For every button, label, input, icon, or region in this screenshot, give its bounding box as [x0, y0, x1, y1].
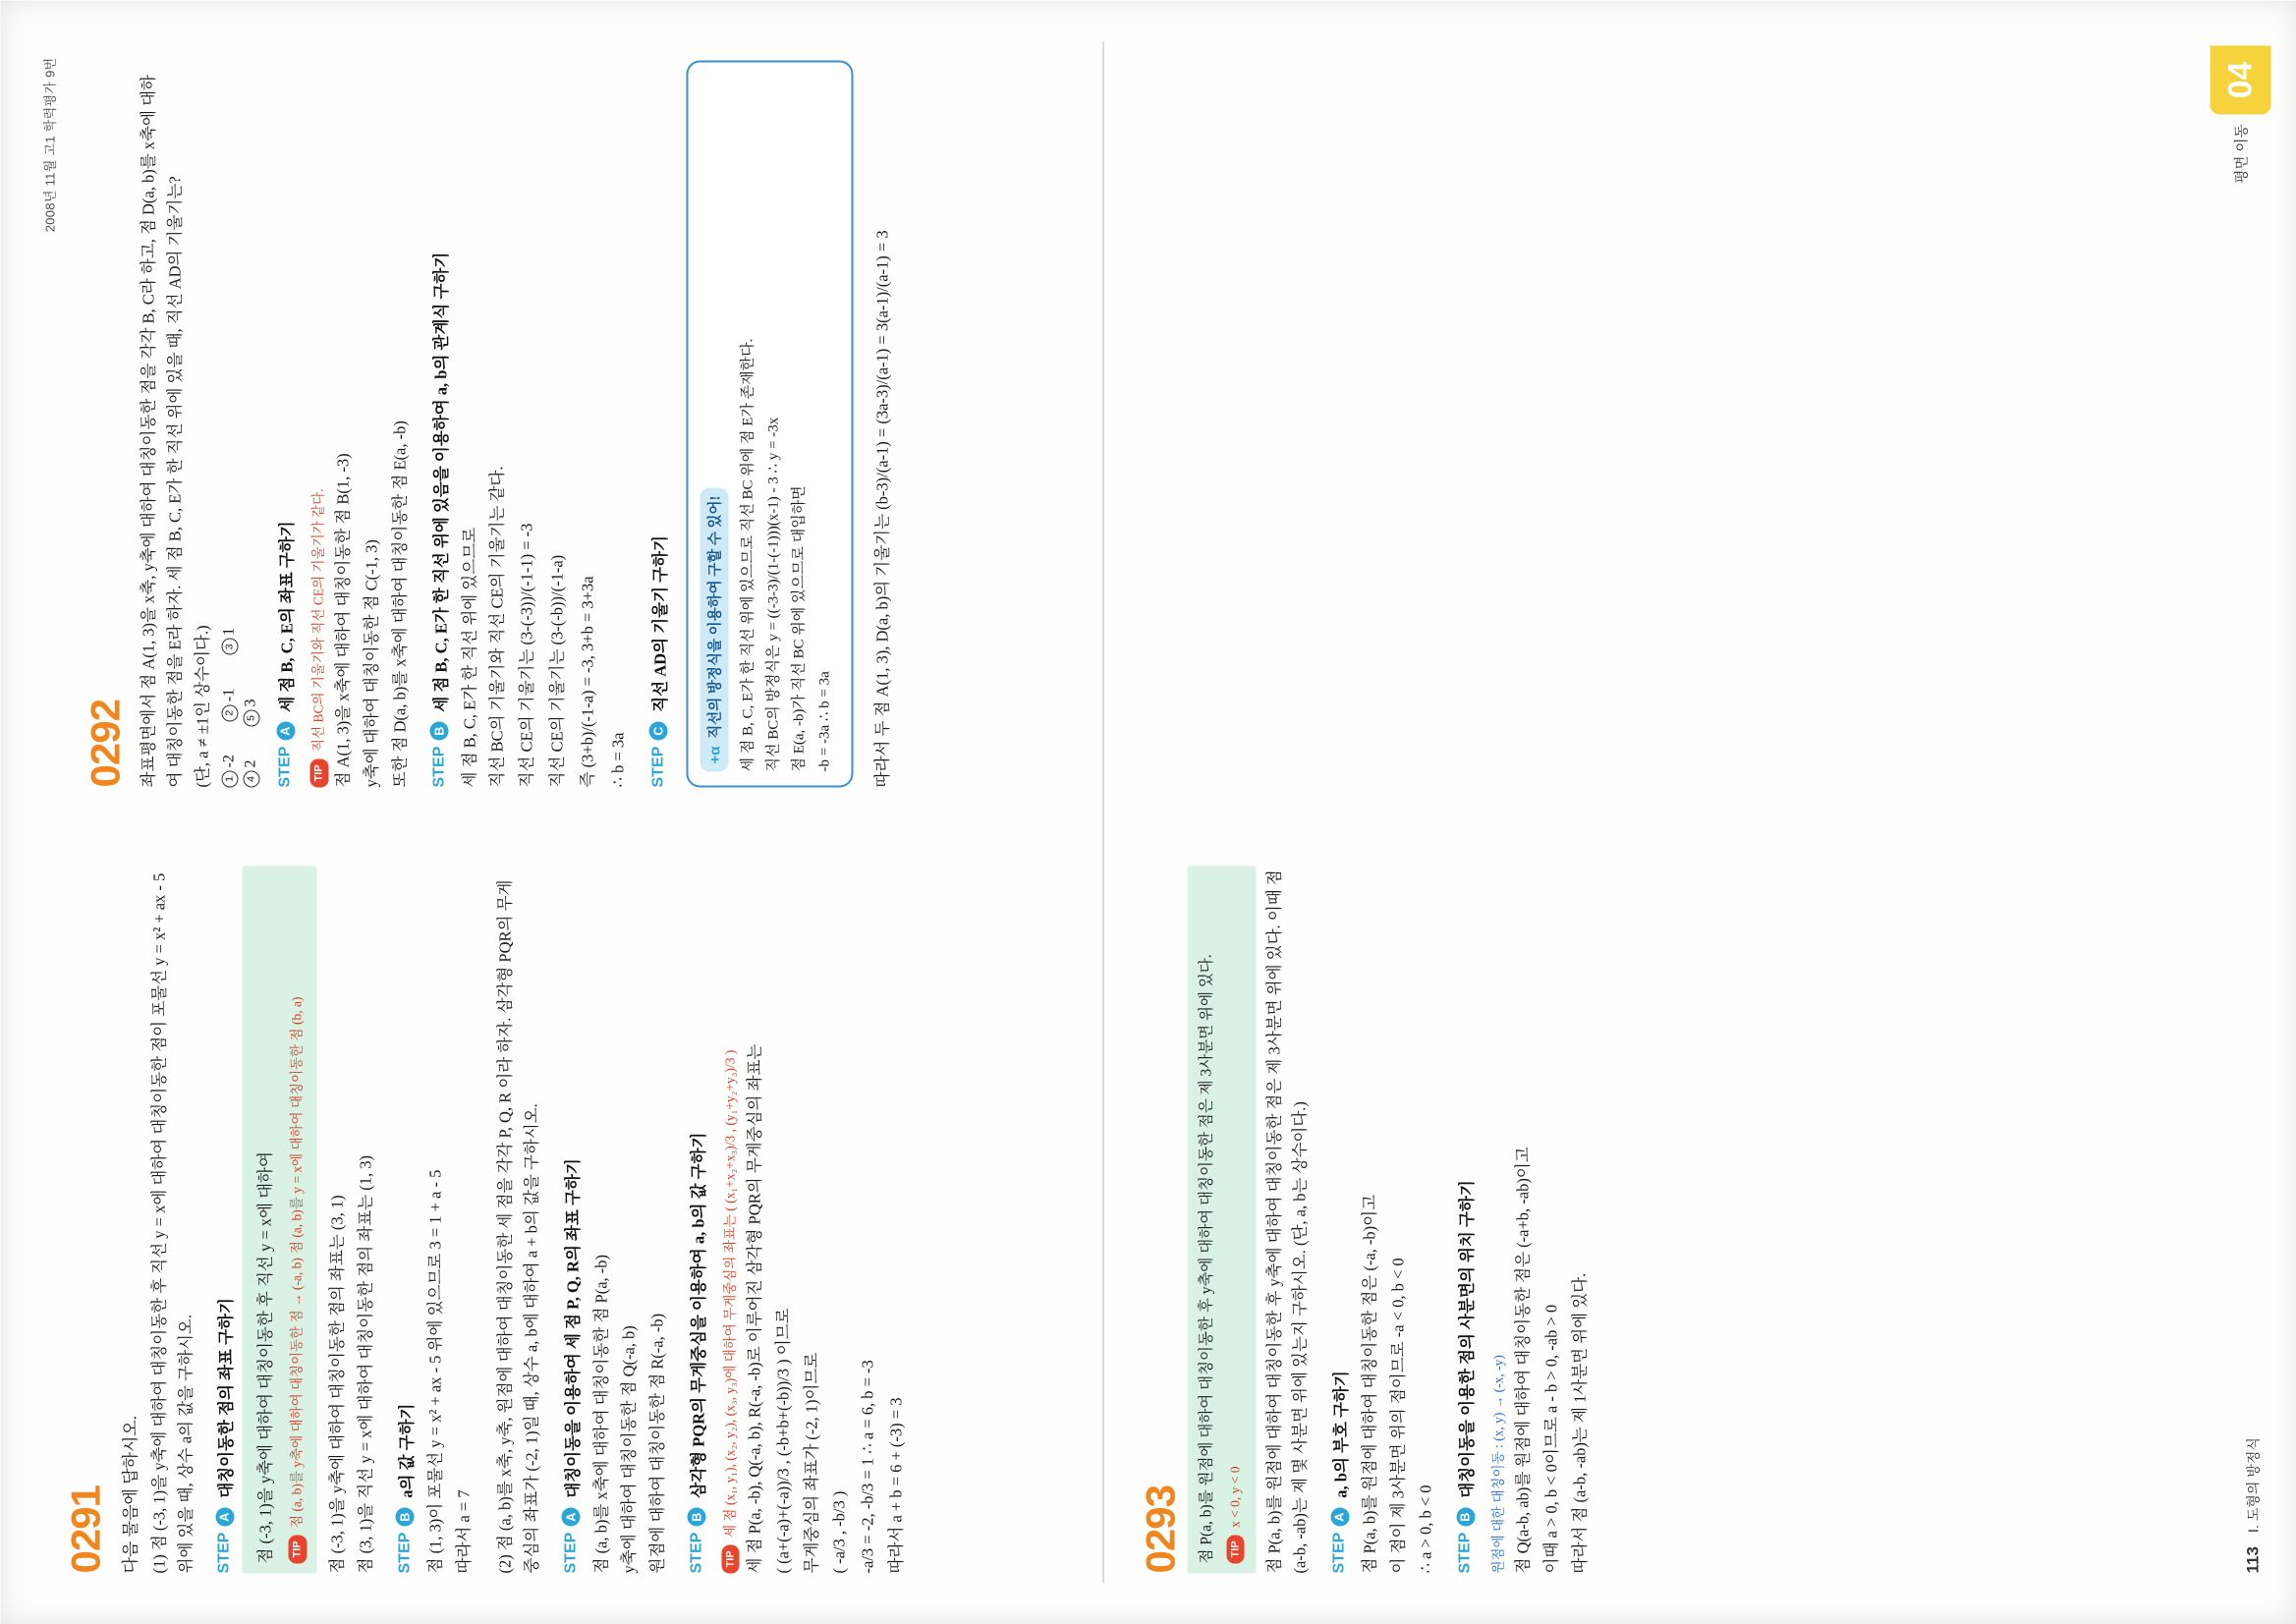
choice-3[interactable]	[220, 627, 238, 654]
step-badge-a: A	[215, 1507, 234, 1526]
step-a-title: 세 점 B, C, E의 좌표 구하기	[277, 520, 297, 712]
step-b-0292	[427, 60, 451, 787]
step-a-body-3: 또한 점 D(a, b)를 x축에 대하여 대칭이동한 점 E(a, -b)	[389, 420, 409, 787]
callout-heading-text: 직선의 방정식을 이용하여 구할 수 있어!	[706, 495, 723, 739]
step-a-body-1: 점 A(1, 3)을 x축에 대하여 대칭이동한 점 B(1, -3)	[333, 452, 353, 787]
step-a-body-3: ∴ a > 0, b < 0	[1416, 1484, 1435, 1573]
choice-4-label: 2	[242, 759, 259, 767]
step-b2-0291	[685, 866, 708, 1573]
step-b-title: 대칭이동을 이용한 점의 사분면의 위치 구하기	[1457, 1179, 1477, 1498]
step-b2-body-5: -a/3 = -2, -b/3 = 1 ∴ a = 6, b = -3	[858, 1359, 876, 1573]
step-a2-title: 대칭이동을 이용하여 세 점 P, Q, R의 좌표 구하기	[562, 1157, 582, 1498]
problem-number-0293: 0293	[1137, 1484, 1183, 1573]
step-badge-b2: B	[687, 1507, 705, 1526]
step-a-body-1: 점 P(a, b)를 원점에 대하여 대칭이동한 점은 (-a, -b)이고	[1360, 1194, 1379, 1573]
column-left	[62, 866, 911, 1573]
step-a-body-2: y축에 대하여 대칭이동한 점 C(-1, 3)	[362, 538, 381, 787]
step-a2-body-2: y축에 대하여 대칭이동한 점 Q(-a, b)	[619, 1324, 639, 1573]
problem-0293-green-header	[1187, 866, 1256, 1573]
step-label-text: STEP	[215, 1532, 233, 1573]
choice-2[interactable]	[220, 688, 238, 720]
choice-1-label: -2	[220, 754, 238, 767]
problem-0292-choices	[220, 60, 238, 787]
step-a-tip-1	[287, 1258, 307, 1563]
step-b2-body-3: 무게중심의 좌표가 (-2, 1)이므로	[801, 1352, 820, 1573]
step-badge-a: A	[1330, 1507, 1349, 1526]
footer-right	[2210, 45, 2270, 183]
step-a-0291	[212, 866, 236, 1573]
step-badge-c: C	[648, 721, 667, 740]
step-a-title: a, b의 부호 구하기	[1331, 1370, 1351, 1498]
problem-0293-tip	[1225, 1466, 1245, 1563]
tip-text: 원점에 대한 대칭이동 : (x, y) → (-x, -y)	[1490, 1354, 1506, 1573]
step-badge-a: A	[276, 721, 295, 740]
chapter-tab: 04	[2210, 45, 2270, 114]
step-b2-title: 삼각형 PQR의 무게중심을 이용하여 a, b의 값 구하기	[688, 1132, 707, 1498]
step-c-title: 직선 AD의 기울기 구하기	[649, 534, 669, 712]
column-right	[84, 60, 899, 787]
choice-marker-4: 4	[243, 770, 259, 787]
step-b-body-3: 따라서 점 (a-b, -ab)는 제 1사분면 위에 있다.	[1569, 1272, 1589, 1573]
green-header-text: 점 P(a, b)를 원점에 대하여 대칭이동한 후 y축에 대하여 대칭이동한 점은 제 3사분면 위에 있다.	[1198, 953, 1214, 1563]
column-lower-left	[1137, 866, 1596, 1573]
footer-chapter: Ⅰ. 도형의 방정식	[2245, 1436, 2261, 1533]
step-badge-b: B	[1456, 1507, 1475, 1526]
step-b2-body-1: 세 점 P(a, -b), Q(-a, b), R(-a, -b)로 이루어진 삼각형 PQR의 무게중심의 좌표는	[745, 1043, 764, 1573]
section-divider	[1102, 41, 1103, 1583]
step-b-body-3: 직선 CE의 기울기는 (3-(-3))/(-1-1) = -3	[517, 523, 535, 787]
step-a2-body-1: 점 (a, b)를 x축에 대하여 대칭이동한 점 P(a, -b)	[590, 1254, 610, 1573]
step-b-body-4: 직선 CE의 기울기는 (3-(-b))/(-1-a)	[546, 554, 566, 787]
problem-0291-sub-1: (1) 점 (-3, 1)을 y축에 대하여 대칭이동한 후 직선 y = x에 대하여 대칭이동한 점이 포물선 y = x² + ax - 5 위에 있을 때, 상수 a의 값을 구하시오.	[149, 872, 195, 1573]
choice-marker-1: 1	[221, 770, 238, 787]
callout-body-4: -b = -3a ∴ b = 3a	[816, 670, 833, 771]
step-label-text: STEP	[276, 746, 294, 787]
tip-text-1: 점 (a, b)를 y축에 대하여 대칭이동한 점 → (-a, b)	[289, 1257, 305, 1528]
step-badge-b: B	[395, 1507, 414, 1526]
step-b-body-1: 세 점 B, C, E가 한 직선 위에 있으므로	[459, 527, 478, 787]
step-a-0293	[1327, 866, 1351, 1573]
step-a-body-1: 점 (-3, 1)을 y축에 대하여 대칭이동한 점의 좌표는 (3, 1)	[327, 1194, 347, 1573]
problem-number-0292: 0292	[82, 699, 128, 787]
choice-3-label: 1	[220, 627, 238, 636]
source-note: 2008년 11월 고1 학력평가 9번	[42, 57, 57, 232]
step-a-title: 대칭이동한 점의 좌표 구하기	[216, 1297, 236, 1498]
choice-marker-3: 3	[221, 638, 238, 654]
step-b-0291	[393, 866, 417, 1573]
tip-badge: TIP	[1226, 1535, 1245, 1563]
tip-text: 직선 BC의 기울기와 직선 CE의 기울기가 같다.	[310, 487, 326, 752]
callout-body-3: 점 E(a, -b)가 직선 BC 위에 있으므로 대입하면	[791, 484, 808, 771]
step-b2-tip	[720, 1049, 740, 1573]
tip-badge: TIP	[309, 758, 328, 787]
plus-alpha-icon: +α	[705, 741, 723, 763]
choice-4[interactable]	[242, 759, 259, 787]
step-a-tip-2	[287, 996, 307, 1254]
callout-body-2: 직선 BC의 방정식은 y = ((-3-3)/(1-(-1)))(x-1) - 3 ∴ y = -3x	[764, 417, 781, 771]
step-a2-0291	[559, 866, 583, 1573]
choice-marker-5: 5	[243, 709, 259, 726]
step-b-body-1: 점 Q(a-b, ab)를 원점에 대하여 대칭이동한 점은 (-a+b, -ab)이고	[1513, 1146, 1533, 1573]
step-a-0292	[273, 60, 297, 787]
tip-text: x < 0, y < 0	[1226, 1466, 1242, 1528]
tip-text: 세 점 (x₁, y₁), (x₂, y₂), (x₃, y₃)에 대하여 무게중심의 좌표는 ( (x₁+x₂+x₃)/3 , (y₁+y₂+y₃)/3 )	[721, 1049, 737, 1538]
footer-section-caption: 평면 이동	[2233, 124, 2250, 184]
callout-body-1: 세 점 B, C, E가 한 직선 위에 있으므로 직선 BC 위에 점 E가 존재한다.	[739, 338, 756, 771]
problem-0293-prompt: 점 P(a, b)를 원점에 대하여 대칭이동한 후 y축에 대하여 대칭이동한 점은 제 3사분면 위에 있다. 이때 점 (a-b, -ab)는 제 몇 사분면 위에 있는지 구하시오. (단, a, b는 상수이다.)	[1263, 868, 1310, 1573]
step-label-text: STEP	[648, 746, 666, 787]
step-label-text: STEP	[395, 1532, 413, 1573]
tip-text-2: 점 (a, b)를 y = x에 대하여 대칭이동한 점 (b, a)	[289, 996, 305, 1254]
choice-1[interactable]	[220, 755, 238, 787]
page-number: 113	[2243, 1545, 2262, 1573]
step-b2-body-6: 따라서 a + b = 6 + (-3) = 3	[885, 1397, 905, 1573]
problem-0292-condition: (단, a ≠ ±1인 상수이다.)	[193, 624, 212, 787]
step-label-text: STEP	[561, 1532, 579, 1573]
choice-5[interactable]	[242, 699, 259, 726]
step-a-body-2: 점 (3, 1)을 직선 y = x에 대하여 대칭이동한 점의 좌표는 (1, 3)	[356, 1154, 375, 1573]
step-b-body-2: 직선 BC의 기울기와 직선 CE의 기울기는 같다.	[487, 466, 507, 787]
problem-number-0291: 0291	[62, 1484, 108, 1573]
callout-heading	[700, 487, 728, 771]
step-label-text: STEP	[1330, 1532, 1348, 1573]
step-a-body-2: 이 점이 제 3사분면 위의 점이므로 -a < 0, b < 0	[1387, 1257, 1407, 1573]
tip-badge: TIP	[288, 1535, 307, 1563]
step-a-highlight-box	[242, 866, 316, 1573]
step-b-body-1: 점 (1, 3)이 포물선 y = x² + ax - 5 위에 있으므로 3 = 1 + a - 5	[424, 1169, 444, 1573]
step-b-0293	[1453, 866, 1477, 1573]
step-c-0292	[646, 60, 670, 787]
step-b-title: 세 점 B, C, E가 한 직선 위에 있음을 이용하여 a, b의 관계식 구하기	[430, 252, 450, 712]
tip-badge: TIP	[721, 1544, 740, 1573]
choice-marker-2: 2	[221, 704, 238, 721]
problem-0292-prompt: 좌표평면에서 점 A(1, 3)을 x축, y축에 대하여 대칭이동한 점을 각각 B, C라 하고, 점 D(a, b)를 x축에 대하여 대칭이동한 점을 E라 하자. 세 점 B, C, E가 한 직선 위에 있을 때, 직선 AD의 기울기는?	[139, 74, 184, 787]
step-b-title: a의 값 구하기	[396, 1403, 416, 1498]
step-a-highlight-text: 점 (-3, 1)을 y축에 대하여 대칭이동한 후 직선 y = x에 대하여	[255, 1150, 275, 1563]
step-b2-body-2: ( (a+(-a)+(-a))/3 , (-b+b+(-b))/3 ) 이므로	[772, 1307, 792, 1573]
step-b-tip-0293	[1488, 1355, 1508, 1573]
step-badge-a2: A	[561, 1507, 580, 1526]
callout-line-equation	[686, 60, 853, 787]
step-b-body-5: 즉 (3+b)/(-1-a) = -3, 3+b = 3+3a	[577, 575, 596, 787]
choice-2-label: -1	[220, 688, 238, 701]
step-label-text: STEP	[1456, 1532, 1474, 1573]
problem-0291-sub-2: (2) 점 (a, b)를 x축, y축, 원점에 대하여 대칭이동한 세 점을 각각 P, Q, R 이라 하자. 삼각형 PQR의 무게중심의 좌표가 (-2, 1)일 때, 상수 a, b에 대하여 a + b의 값을 구하시오.	[495, 879, 540, 1573]
step-c-body-1: 따라서 두 점 A(1, 3), D(a, b)의 기울기는 (b-3)/(a-1) = (3a-3)/(a-1) = 3(a-1)/(a-1) = 3	[871, 229, 891, 787]
choice-5-label: 3	[242, 699, 259, 706]
footer-left	[2243, 1437, 2263, 1573]
problem-0292-choices-2	[242, 60, 259, 787]
step-label-text: STEP	[687, 1532, 704, 1573]
step-b2-body-4: ( -a/3 , -b/3 )	[829, 1490, 849, 1573]
step-badge-b: B	[429, 721, 448, 740]
step-label-text: STEP	[429, 746, 447, 787]
step-b-body-6: ∴ b = 3a	[607, 731, 627, 787]
step-b-body-2: 따라서 a = 7	[453, 1488, 473, 1573]
step-b-body-2: 이때 a > 0, b < 0이므로 a - b > 0, -ab > 0	[1541, 1304, 1561, 1573]
step-a2-body-3: 원점에 대하여 대칭이동한 점 R(-a, -b)	[647, 1313, 667, 1573]
step-a-tip-0292	[308, 488, 328, 787]
problem-0291-prompt: 다음 물음에 답하시오.	[121, 1415, 140, 1573]
